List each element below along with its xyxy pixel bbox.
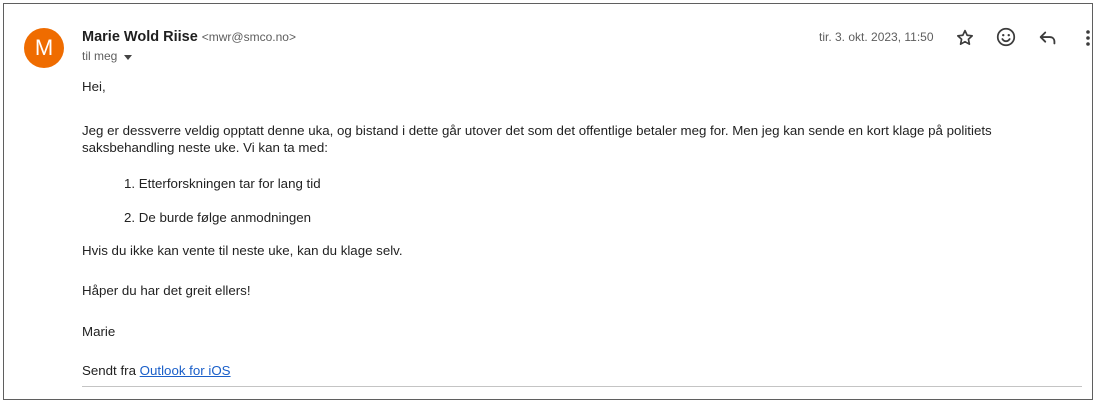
star-button[interactable] — [953, 26, 977, 50]
avatar[interactable] — [24, 28, 64, 68]
paragraph-wait: Hvis du ikke kan vente til neste uke, kan du klage selv. — [82, 243, 403, 258]
more-options-button[interactable] — [1080, 26, 1096, 50]
paragraph-closing: Håper du har det greit ellers! — [82, 283, 251, 298]
signature: Marie — [82, 324, 116, 339]
greeting: Hei, — [82, 79, 106, 94]
sent-from-line — [82, 362, 231, 379]
outlook-ios-link[interactable]: Outlook for iOS — [139, 363, 231, 378]
add-reaction-button[interactable] — [994, 25, 1018, 49]
divider — [82, 386, 1082, 387]
more-vertical-icon — [1085, 29, 1091, 47]
reply-button[interactable] — [1036, 26, 1060, 50]
sender-email: <mwr@smco.no> — [201, 30, 296, 44]
reply-arrow-icon — [1037, 27, 1059, 49]
sent-from-prefix: Sendt fra — [82, 363, 140, 378]
paragraph-main: Jeg er dessverre veldig opptatt denne uka, og bistand i dette går utover det som det offentlige betaler meg for. Men jeg kan sende en kort klage på politiets saksbehandling neste uke. Vi kan ta med: — [82, 123, 992, 155]
email-view — [3, 3, 1093, 400]
message-date: tir. 3. okt. 2023, 11:50 — [819, 30, 934, 44]
list-item: 2. De burde følge anmodningen — [124, 210, 312, 225]
star-icon — [955, 28, 975, 48]
emoji-smile-icon — [995, 26, 1017, 48]
recipient-label: til meg — [82, 49, 118, 63]
list-item: 1. Etterforskningen tar for lang tid — [124, 176, 321, 191]
sender-name[interactable]: Marie Wold Riise — [82, 29, 198, 45]
recipient-details-toggle[interactable] — [124, 55, 132, 60]
avatar-letter: M — [34, 35, 54, 60]
recipient-line — [82, 49, 132, 63]
sender-line — [82, 28, 296, 45]
